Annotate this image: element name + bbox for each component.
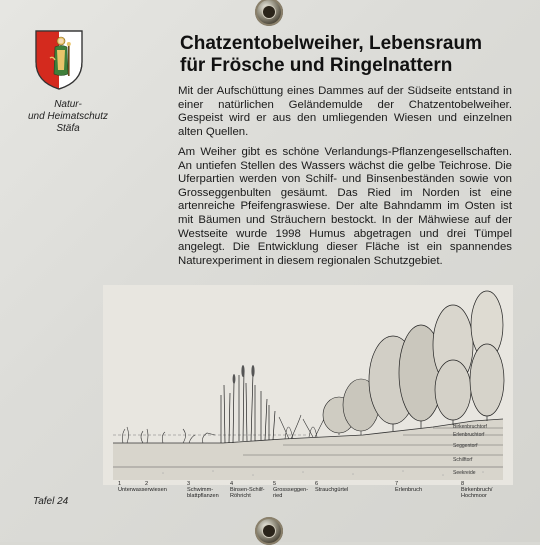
- org-line-3: Stäfa: [56, 123, 80, 134]
- zone-name: Schwimm- blattpflanzen: [187, 487, 219, 499]
- zone-name: Birkenbruch/ Hochmoor: [461, 487, 493, 499]
- zone-number: 2: [145, 481, 149, 487]
- zone-label: [145, 481, 148, 487]
- zone-label: [273, 481, 308, 499]
- stratum-label: Erlenbruchtorf: [453, 432, 485, 438]
- zone-number: 8: [461, 481, 465, 487]
- page-title: [180, 33, 520, 77]
- zone-name: Strauchgürtel: [315, 487, 349, 493]
- silting-zone-diagram: [103, 285, 513, 485]
- zone-label: [315, 481, 348, 493]
- organization-name: [8, 99, 128, 135]
- zone-number: 7: [395, 481, 399, 487]
- zone-labels: [103, 481, 523, 505]
- staefa-coat-of-arms-icon: [35, 30, 83, 90]
- stratum-label: Birkenbruchtorf: [453, 424, 487, 430]
- title-line-1: Chatzentobelweiher, Lebensraum: [180, 33, 482, 54]
- stratum-label: Schilftorf: [453, 457, 473, 463]
- zone-number: 5: [273, 481, 277, 487]
- cross-section-illustration: [103, 285, 513, 485]
- bottom-screw: [255, 517, 283, 545]
- zone-label: [230, 481, 265, 499]
- top-screw: [255, 0, 283, 26]
- zone-number: 3: [187, 481, 191, 487]
- org-line-2: und Heimatschutz: [27, 111, 109, 122]
- zone-number: 6: [315, 481, 319, 487]
- zone-number: 4: [230, 481, 234, 487]
- org-line-1: Natur-: [54, 99, 82, 110]
- zone-label: [118, 481, 167, 493]
- stratum-label: Seekreide: [453, 470, 476, 476]
- zone-label: [461, 481, 492, 499]
- stratum-label: Seggentorf: [453, 443, 478, 449]
- zone-name: Grossseggen- ried: [273, 487, 309, 499]
- intro-paragraph: Mit der Aufschüttung eines Dammes auf der Südseite entstand in einer natürlichen Geländemulde der Chatzentobelweiher. Gespeist wird er aus den umliegenden Wiesen und einzelnen alten Quellen.: [178, 85, 512, 138]
- panel-number: Tafel 24: [33, 496, 69, 507]
- title-line-2: für Frösche und Ringelnattern: [180, 55, 453, 76]
- zone-label: [395, 481, 422, 493]
- zone-number: 1: [118, 481, 122, 487]
- zone-name: Binsen-Schilf- Röhricht: [230, 487, 265, 499]
- zone-name: Erlenbruch: [395, 487, 423, 493]
- zone-label: [187, 481, 219, 499]
- vegetation-paragraph: Am Weiher gibt es schöne Verlandungs-Pflanzengesellschaften. An untiefen Stellen des Wassers wächst die gelbe Teichrose. Die Uferpartien werden von Schilf- und Binsenbeständen sowie von Grosseggenbulten gesäumt. Das Ried im Norden ist eine artenreiche Pfeifengraswiese. Der alte Bahndamm im Osten ist mit Bäumen und Sträuchern bestockt. In der Mähwiese auf der Westseite wurde 1998 Humus abgetragen und drei Tümpel angelegt. Die Entwicklung dieser Fläche ist ein spannendes Naturexperiment in diesem regionalen Schutzgebiet.: [178, 146, 512, 267]
- zone-name: Unterwasserwiesen: [118, 487, 167, 493]
